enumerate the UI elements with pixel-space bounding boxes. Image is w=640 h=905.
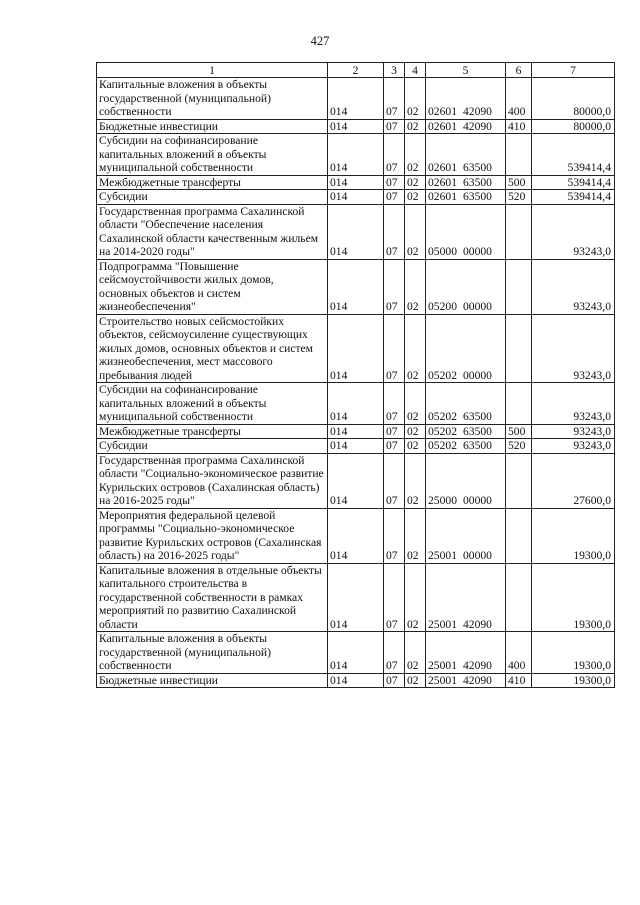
row-rz: 07 [384, 190, 405, 205]
row-gr: 014 [328, 190, 384, 205]
row-csr-program: 25001 [428, 617, 457, 631]
row-pr: 02 [405, 424, 426, 439]
row-csr-direction: 00000 [462, 300, 492, 313]
row-csr-direction: 42090 [462, 673, 492, 687]
row-gr: 014 [328, 204, 384, 259]
row-sum: 539414,4 [532, 190, 615, 205]
row-vr: 520 [506, 190, 532, 205]
row-name: Бюджетные инвестиции [97, 673, 328, 688]
row-name: Субсидии на софинансирование капитальных вложений в объекты муниципальной собственности [97, 134, 328, 176]
row-sum: 93243,0 [532, 383, 615, 425]
row-csr [426, 508, 506, 563]
row-csr-program: 25001 [428, 673, 457, 687]
row-csr [426, 259, 506, 314]
table-row [97, 119, 615, 134]
row-rz: 07 [384, 632, 405, 674]
row-gr: 014 [328, 439, 384, 454]
table-row [97, 383, 615, 425]
row-csr-direction: 63500 [462, 161, 492, 174]
row-sum: 19300,0 [532, 508, 615, 563]
row-name: Субсидии на софинансирование капитальных вложений в объекты муниципальной собственности [97, 383, 328, 425]
row-csr-program: 05202 [428, 410, 457, 423]
row-vr [506, 134, 532, 176]
row-gr: 014 [328, 383, 384, 425]
row-csr-program: 02601 [428, 119, 457, 133]
row-name: Субсидии [97, 439, 328, 454]
row-csr-program: 05202 [428, 439, 457, 452]
column-header-rz: 3 [384, 63, 405, 78]
row-vr: 410 [506, 673, 532, 688]
row-csr-direction: 42090 [462, 119, 492, 133]
row-pr: 02 [405, 314, 426, 383]
table-row [97, 632, 615, 674]
row-rz: 07 [384, 453, 405, 508]
row-name: Строительство новых сейсмостойких объектов, сейсмоусиление существующих жилых домов, основных объектов и систем жизнеобеспечения, мест массового пребывания людей [97, 314, 328, 383]
row-pr: 02 [405, 134, 426, 176]
row-gr: 014 [328, 175, 384, 190]
row-vr: 400 [506, 632, 532, 674]
row-pr: 02 [405, 439, 426, 454]
row-sum: 93243,0 [532, 439, 615, 454]
row-pr: 02 [405, 508, 426, 563]
row-vr: 410 [506, 119, 532, 134]
table-row [97, 508, 615, 563]
row-rz: 07 [384, 134, 405, 176]
row-csr-direction: 42090 [462, 659, 492, 672]
row-vr [506, 259, 532, 314]
row-vr: 520 [506, 439, 532, 454]
column-header-pr: 4 [405, 63, 426, 78]
row-csr-direction: 00000 [462, 549, 492, 562]
table-row [97, 190, 615, 205]
row-csr-program: 05000 [428, 245, 457, 258]
row-csr-program: 05200 [428, 300, 457, 313]
row-gr: 014 [328, 632, 384, 674]
header-row [97, 63, 615, 78]
row-csr [426, 563, 506, 632]
row-csr-program: 25001 [428, 659, 457, 672]
row-rz: 07 [384, 508, 405, 563]
row-csr [426, 383, 506, 425]
row-csr-program: 05202 [428, 424, 457, 438]
row-csr-program: 25000 [428, 494, 457, 507]
table-body [97, 78, 615, 688]
row-csr-direction: 00000 [462, 245, 492, 258]
row-rz: 07 [384, 563, 405, 632]
row-csr-direction: 42090 [462, 617, 492, 631]
row-sum: 93243,0 [532, 259, 615, 314]
row-csr-direction: 42090 [462, 105, 492, 118]
row-name: Государственная программа Сахалинской области "Социально-экономическое развитие Курильских островов (Сахалинская область) на 2016-2025 годы" [97, 453, 328, 508]
row-sum: 93243,0 [532, 204, 615, 259]
table-row [97, 204, 615, 259]
row-sum: 19300,0 [532, 632, 615, 674]
row-pr: 02 [405, 563, 426, 632]
row-rz: 07 [384, 383, 405, 425]
row-name: Капитальные вложения в отдельные объекты капитального строительства в государственной собственности в рамках мероприятий по развитию Сахалинской области [97, 563, 328, 632]
row-rz: 07 [384, 78, 405, 120]
row-sum: 80000,0 [532, 78, 615, 120]
row-pr: 02 [405, 383, 426, 425]
row-sum: 93243,0 [532, 314, 615, 383]
row-vr [506, 204, 532, 259]
row-rz: 07 [384, 673, 405, 688]
row-csr [426, 453, 506, 508]
row-vr [506, 563, 532, 632]
row-name: Капитальные вложения в объекты государственной (муниципальной) собственности [97, 632, 328, 674]
table-row [97, 439, 615, 454]
row-pr: 02 [405, 453, 426, 508]
row-pr: 02 [405, 673, 426, 688]
row-csr-direction: 00000 [462, 494, 492, 507]
row-gr: 014 [328, 314, 384, 383]
row-gr: 014 [328, 563, 384, 632]
row-rz: 07 [384, 204, 405, 259]
row-csr [426, 204, 506, 259]
row-sum: 19300,0 [532, 673, 615, 688]
row-csr [426, 632, 506, 674]
row-name: Межбюджетные трансферты [97, 424, 328, 439]
table-row [97, 314, 615, 383]
row-name: Межбюджетные трансферты [97, 175, 328, 190]
row-csr-program: 05202 [428, 368, 457, 382]
row-gr: 014 [328, 134, 384, 176]
row-sum: 27600,0 [532, 453, 615, 508]
row-csr-program: 02601 [428, 105, 457, 118]
row-sum: 539414,4 [532, 134, 615, 176]
table-row [97, 78, 615, 120]
row-gr: 014 [328, 78, 384, 120]
column-header-csr: 5 [426, 63, 506, 78]
row-pr: 02 [405, 190, 426, 205]
row-rz: 07 [384, 175, 405, 190]
row-sum: 19300,0 [532, 563, 615, 632]
row-sum: 539414,4 [532, 175, 615, 190]
row-name: Бюджетные инвестиции [97, 119, 328, 134]
column-header-sum: 7 [532, 63, 615, 78]
row-gr: 014 [328, 259, 384, 314]
budget-table [96, 62, 615, 688]
row-name: Подпрограмма "Повышение сейсмоустойчивости жилых домов, основных объектов и систем жизнеобеспечения" [97, 259, 328, 314]
row-csr-program: 02601 [428, 190, 457, 203]
row-gr: 014 [328, 453, 384, 508]
row-pr: 02 [405, 259, 426, 314]
row-rz: 07 [384, 439, 405, 454]
column-header-gr: 2 [328, 63, 384, 78]
row-csr [426, 673, 506, 688]
row-vr [506, 508, 532, 563]
row-csr-direction: 63500 [462, 410, 492, 423]
row-name: Мероприятия федеральной целевой программы "Социально-экономическое развитие Курильских островов (Сахалинская область) на 2016-2025 годы" [97, 508, 328, 563]
row-pr: 02 [405, 119, 426, 134]
row-vr [506, 383, 532, 425]
row-vr: 500 [506, 175, 532, 190]
column-header-vr: 6 [506, 63, 532, 78]
row-sum: 93243,0 [532, 424, 615, 439]
row-csr [426, 424, 506, 439]
row-csr-program: 02601 [428, 161, 457, 174]
row-csr [426, 314, 506, 383]
row-csr-program: 25001 [428, 549, 457, 562]
row-csr-direction: 63500 [462, 190, 492, 203]
row-csr [426, 119, 506, 134]
row-csr [426, 175, 506, 190]
row-csr-direction: 63500 [462, 439, 492, 452]
row-rz: 07 [384, 424, 405, 439]
row-csr [426, 439, 506, 454]
table-row [97, 424, 615, 439]
row-gr: 014 [328, 119, 384, 134]
table-row [97, 175, 615, 190]
column-header-name: 1 [97, 63, 328, 78]
table-row [97, 673, 615, 688]
row-name: Субсидии [97, 190, 328, 205]
row-gr: 014 [328, 424, 384, 439]
row-name: Капитальные вложения в объекты государственной (муниципальной) собственности [97, 78, 328, 120]
row-gr: 014 [328, 508, 384, 563]
row-csr-direction: 63500 [462, 175, 492, 189]
row-rz: 07 [384, 314, 405, 383]
row-csr [426, 134, 506, 176]
table-row [97, 259, 615, 314]
row-csr [426, 190, 506, 205]
row-pr: 02 [405, 78, 426, 120]
row-vr: 400 [506, 78, 532, 120]
row-rz: 07 [384, 259, 405, 314]
row-vr [506, 314, 532, 383]
row-vr: 500 [506, 424, 532, 439]
row-gr: 014 [328, 673, 384, 688]
row-vr [506, 453, 532, 508]
table-row [97, 453, 615, 508]
row-pr: 02 [405, 632, 426, 674]
page-number: 427 [310, 34, 330, 48]
table-row [97, 563, 615, 632]
row-pr: 02 [405, 204, 426, 259]
row-csr-direction: 00000 [462, 368, 492, 382]
table-row [97, 134, 615, 176]
row-rz: 07 [384, 119, 405, 134]
row-pr: 02 [405, 175, 426, 190]
row-csr-direction: 63500 [462, 424, 492, 438]
row-sum: 80000,0 [532, 119, 615, 134]
row-csr-program: 02601 [428, 175, 457, 189]
row-name: Государственная программа Сахалинской области "Обеспечение населения Сахалинской области качественным жильем на 2014-2020 годы" [97, 204, 328, 259]
row-csr [426, 78, 506, 120]
